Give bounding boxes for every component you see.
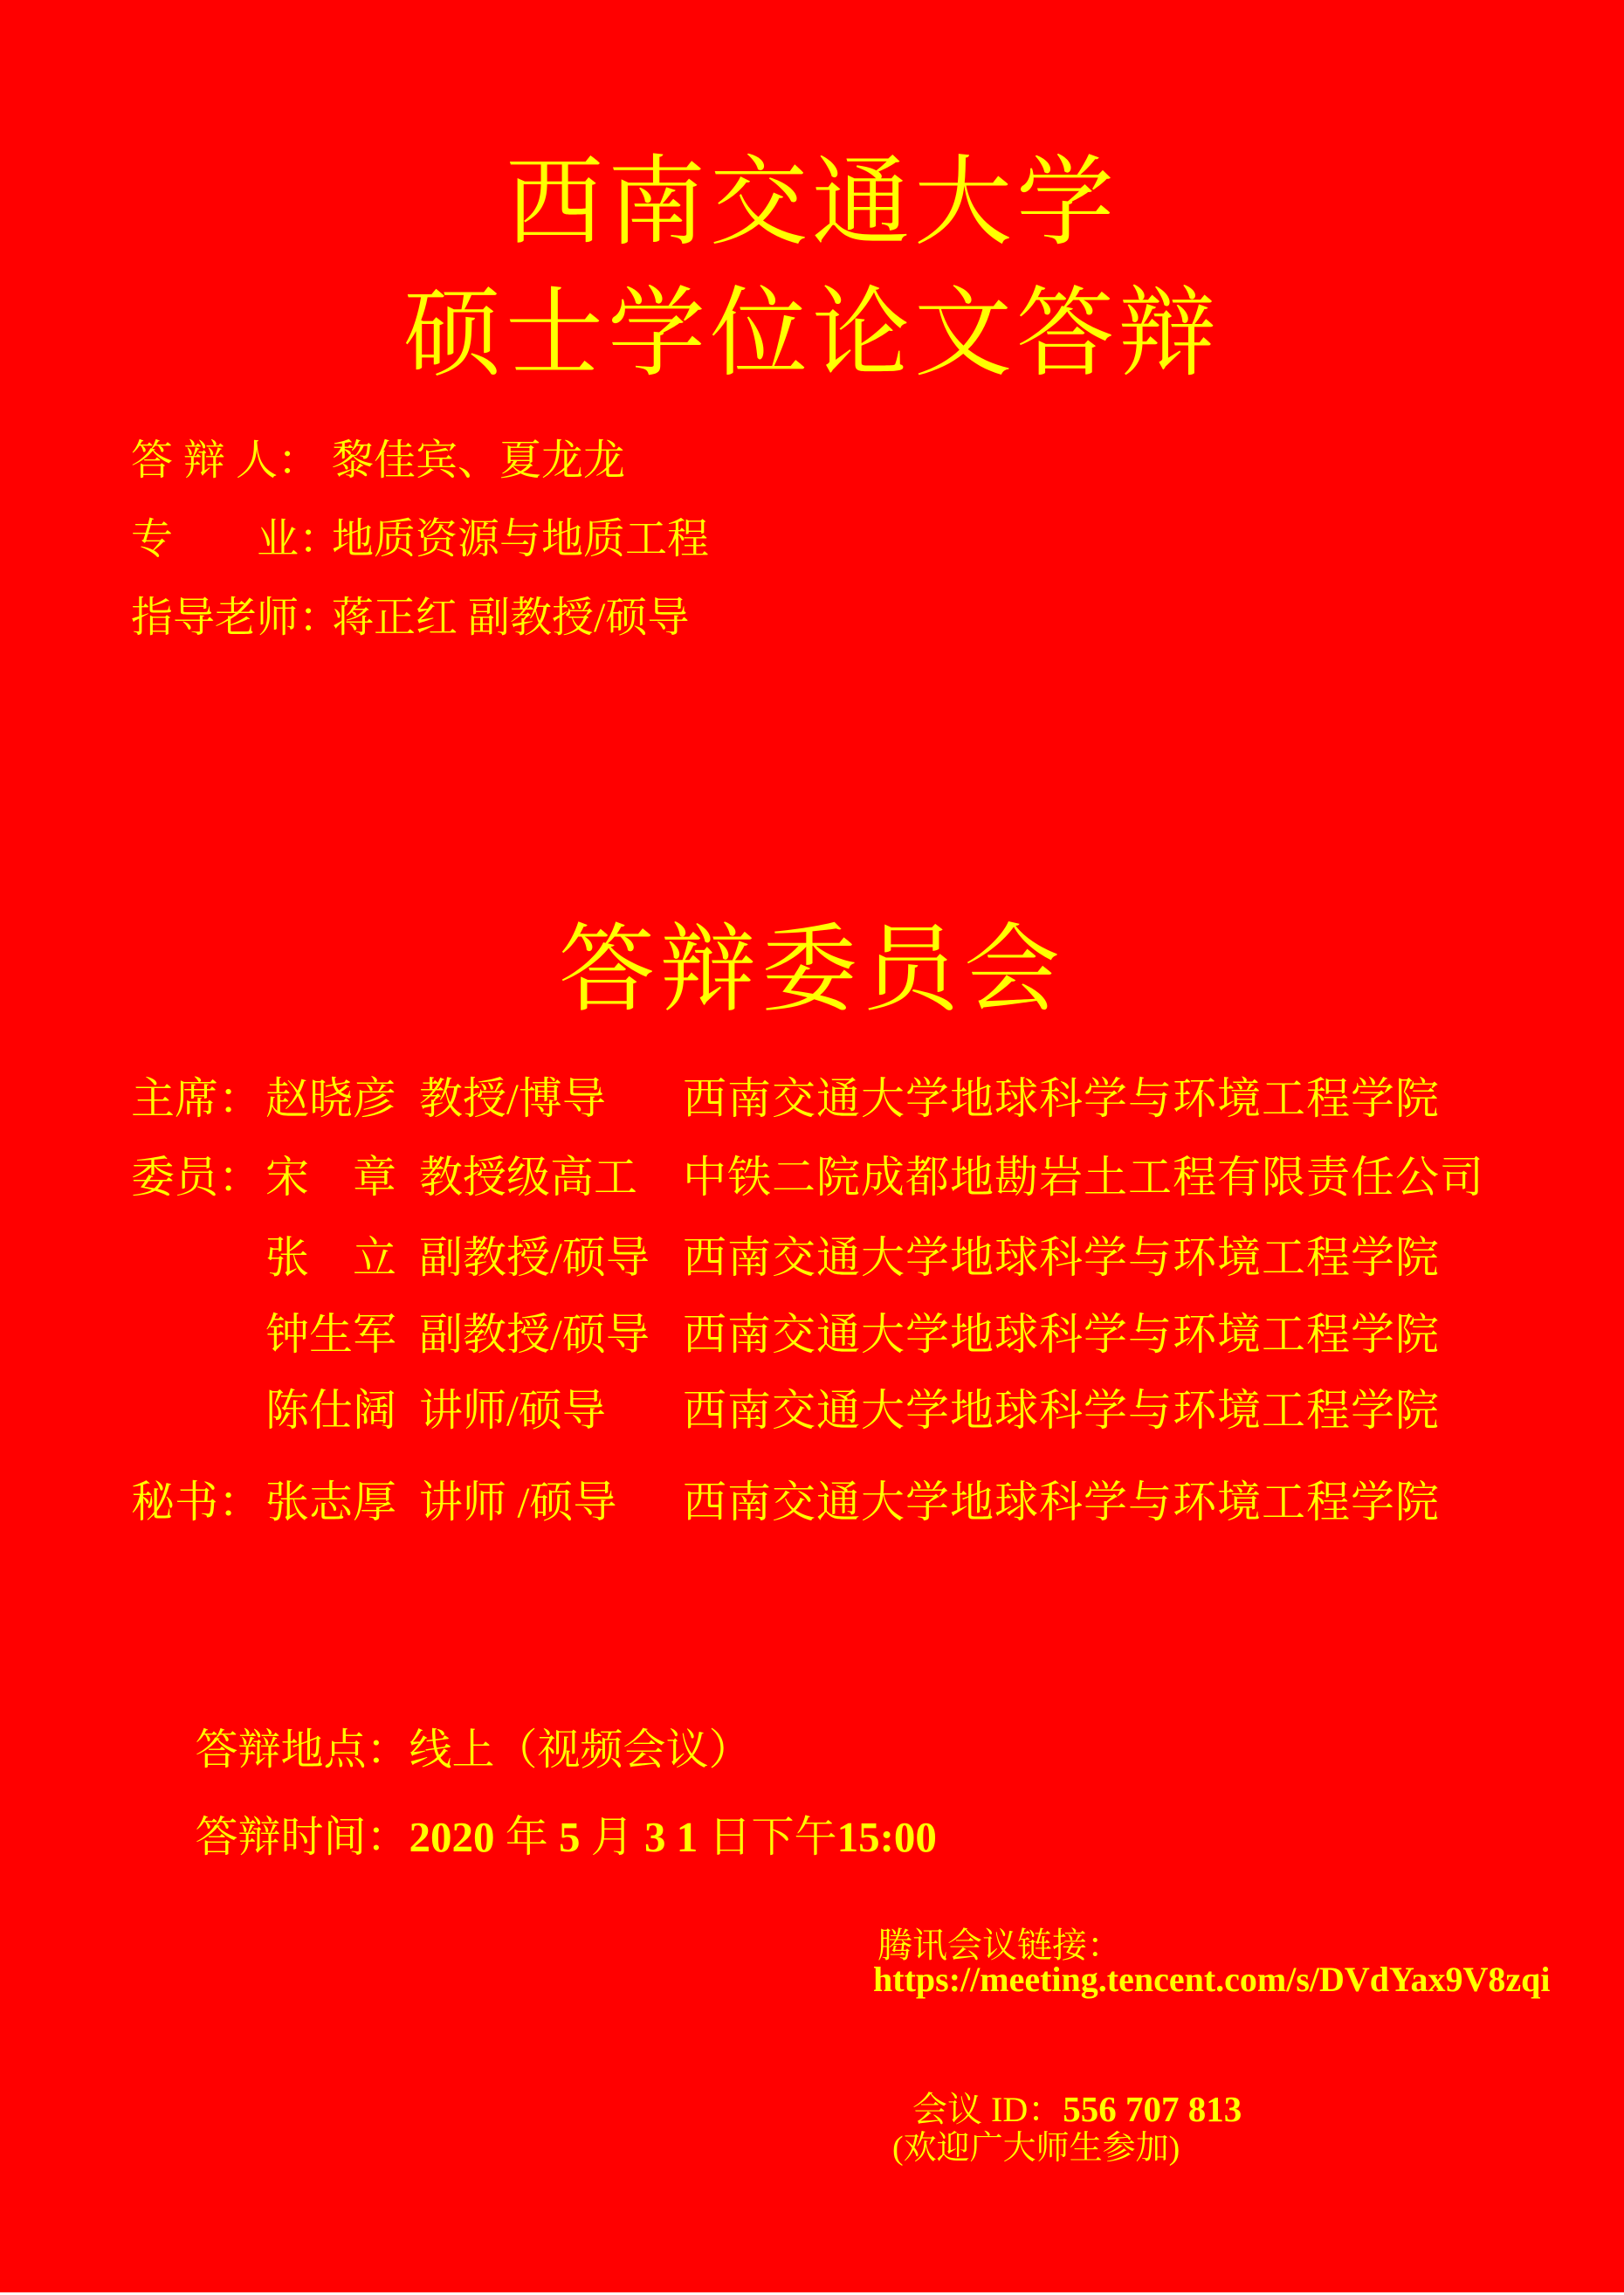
event-title: 硕士学位论文答辩 <box>403 280 1221 389</box>
time-month-unit: 月 <box>580 1813 645 1861</box>
time-day: 3 1 <box>644 1813 698 1861</box>
committee-row-secretary <box>131 1467 1545 1527</box>
venue-label: 答辩地点： <box>195 1726 409 1774</box>
committee-row-member <box>131 1299 1545 1359</box>
major-value: 地质资源与地质工程 <box>332 516 710 562</box>
advisor-value: 蒋正红 副教授/硕导 <box>332 595 690 641</box>
committee-row-member <box>131 1142 1545 1202</box>
meeting-id-value: 556 707 813 <box>1063 2089 1242 2129</box>
time-year: 2020 <box>409 1813 495 1861</box>
committee-member-name: 张 立 <box>265 1233 396 1282</box>
committee-member-title: 副教授/硕导 <box>419 1310 650 1359</box>
committee-member-title: 副教授/硕导 <box>419 1233 650 1282</box>
time-clock: 15:00 <box>836 1813 937 1861</box>
time-label: 答辩时间： <box>195 1813 409 1861</box>
committee-member-title: 教授/博导 <box>419 1074 606 1123</box>
committee-member-name: 钟生军 <box>265 1310 396 1359</box>
committee-member-affiliation: 西南交通大学地球科学与环境工程学院 <box>683 1478 1440 1527</box>
committee-member-affiliation: 中铁二院成都地勘岩土工程有限责任公司 <box>683 1153 1484 1202</box>
committee-heading: 答辩委员会 <box>559 917 1065 1023</box>
committee-member-affiliation: 西南交通大学地球科学与环境工程学院 <box>683 1233 1440 1282</box>
meeting-id-label: 会议 ID： <box>912 2090 1063 2129</box>
committee-member-affiliation: 西南交通大学地球科学与环境工程学院 <box>683 1074 1440 1123</box>
meeting-link-label: 腾讯会议链接： <box>877 1926 1122 1965</box>
defenders-label: 答 辩 人： <box>131 438 320 484</box>
committee-member-name: 陈仕阔 <box>265 1386 396 1435</box>
university-name: 西南交通大学 <box>506 149 1118 258</box>
committee-role: 委员： <box>131 1153 262 1202</box>
time-year-unit: 年 <box>494 1813 560 1861</box>
committee-role: 主席： <box>131 1074 262 1123</box>
committee-member-affiliation: 西南交通大学地球科学与环境工程学院 <box>683 1310 1440 1359</box>
welcome-note: (欢迎广大师生参加) <box>892 2130 1180 2167</box>
time-day-unit: 日下午 <box>698 1813 837 1861</box>
committee-row-chair <box>131 1064 1545 1123</box>
committee-role: 秘书： <box>131 1478 262 1527</box>
committee-member-title: 讲师 /硕导 <box>419 1478 617 1527</box>
time-month: 5 <box>559 1813 581 1861</box>
committee-member-title: 教授级高工 <box>419 1153 637 1202</box>
committee-row-member <box>131 1375 1545 1435</box>
advisor-label: 指导老师： <box>131 595 341 641</box>
committee-member-name: 宋 章 <box>265 1153 396 1202</box>
defenders-value: 黎佳宾、夏龙龙 <box>332 438 626 484</box>
committee-member-affiliation: 西南交通大学地球科学与环境工程学院 <box>683 1386 1440 1435</box>
venue-value: 线上（视频会议） <box>409 1726 752 1774</box>
committee-member-name: 张志厚 <box>265 1478 396 1527</box>
time-row <box>131 1754 937 1914</box>
committee-row-member <box>131 1223 1545 1282</box>
committee-member-title: 讲师/硕导 <box>419 1386 606 1435</box>
major-label: 专 业： <box>131 516 341 562</box>
meeting-link-url[interactable]: https://meeting.tencent.com/s/DVdYax9V8zqi <box>873 1960 1551 1999</box>
committee-member-name: 赵晓彦 <box>265 1074 396 1123</box>
